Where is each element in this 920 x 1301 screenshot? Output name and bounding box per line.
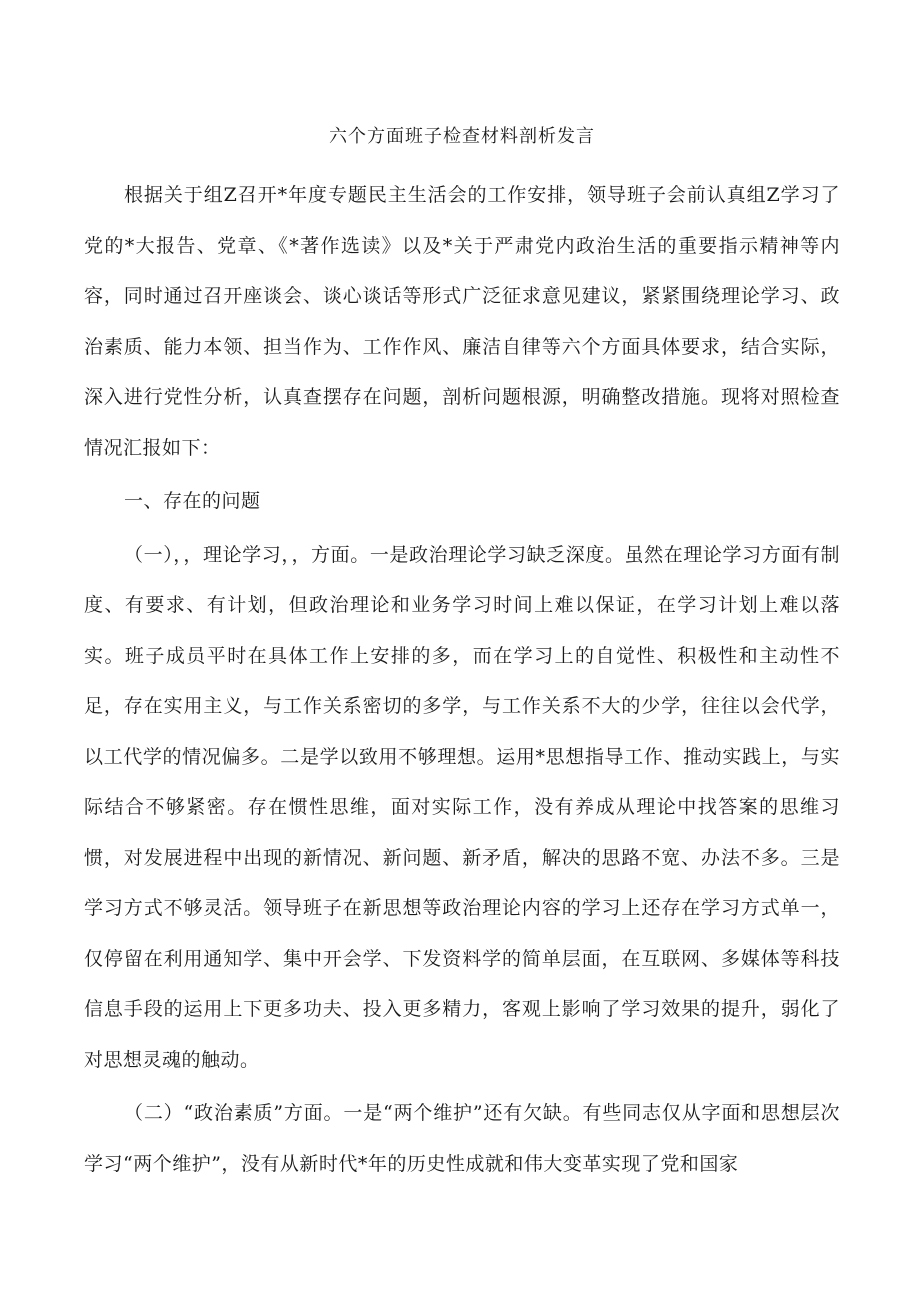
- section-heading-problems: 一、存在的问题: [124, 490, 261, 512]
- item-1-paragraph: （一），，理论学习，，方面。一是政治理论学习缺乏深度。虽然在理论学习方面有制度、有要求、有计划，但政治理论和业务学习时间上难以保证，在学习计划上难以落实。班子成员平时在具体工作上安排的多，而在学习上的自觉性、积极性和主动性不足，存在实用主义，与工作关系密切的多学，与工作关系不大的少学，往往以会代学，以工代学的情况偏多。二是学以致用不够理想。运用*思想指导工作、推动实践上，与实际结合不够紧密。存在惯性思维，面对实际工作，没有养成从理论中找答案的思维习惯，对发展进程中出现的新情况、新问题、新矛盾，解决的思路不宽、办法不多。三是学习方式不够灵活。领导班子在新思想等政治理论内容的学习上还存在学习方式单一，仅停留在利用通知学、集中开会学、下发资料学的简单层面，在互联网、多媒体等科技信息手段的运用上下更多功夫、投入更多精力，客观上影响了学习效果的提升，弱化了对思想灵魂的触动。: [84, 543, 840, 1071]
- document-page: [84, 124, 840, 1192]
- intro-paragraph: 根据关于组Z召开*年度专题民主生活会的工作安排，领导班子会前认真组Z学习了党的*大报告、党章、《*著作选读》以及*关于严肃党内政治生活的重要指示精神等内容，同时通过召开座谈会、谈心谈话等形式广泛征求意见建议，紧紧围绕理论学习、政治素质、能力本领、担当作为、工作作风、廉洁自律等六个方面具体要求，结合实际，深入进行党性分析，认真查摆存在问题，剖析问题根源，明确整改措施。现将对照检查情况汇报如下：: [84, 184, 840, 459]
- document-title: 六个方面班子检查材料剖析发言: [329, 126, 595, 147]
- item-2-paragraph: （二）“政治素质”方面。一是“两个维护”还有欠缺。有些同志仅从字面和思想层次学习“两个维护”，没有从新时代*年的历史性成就和伟大变革实现了党和国家: [84, 1102, 840, 1175]
